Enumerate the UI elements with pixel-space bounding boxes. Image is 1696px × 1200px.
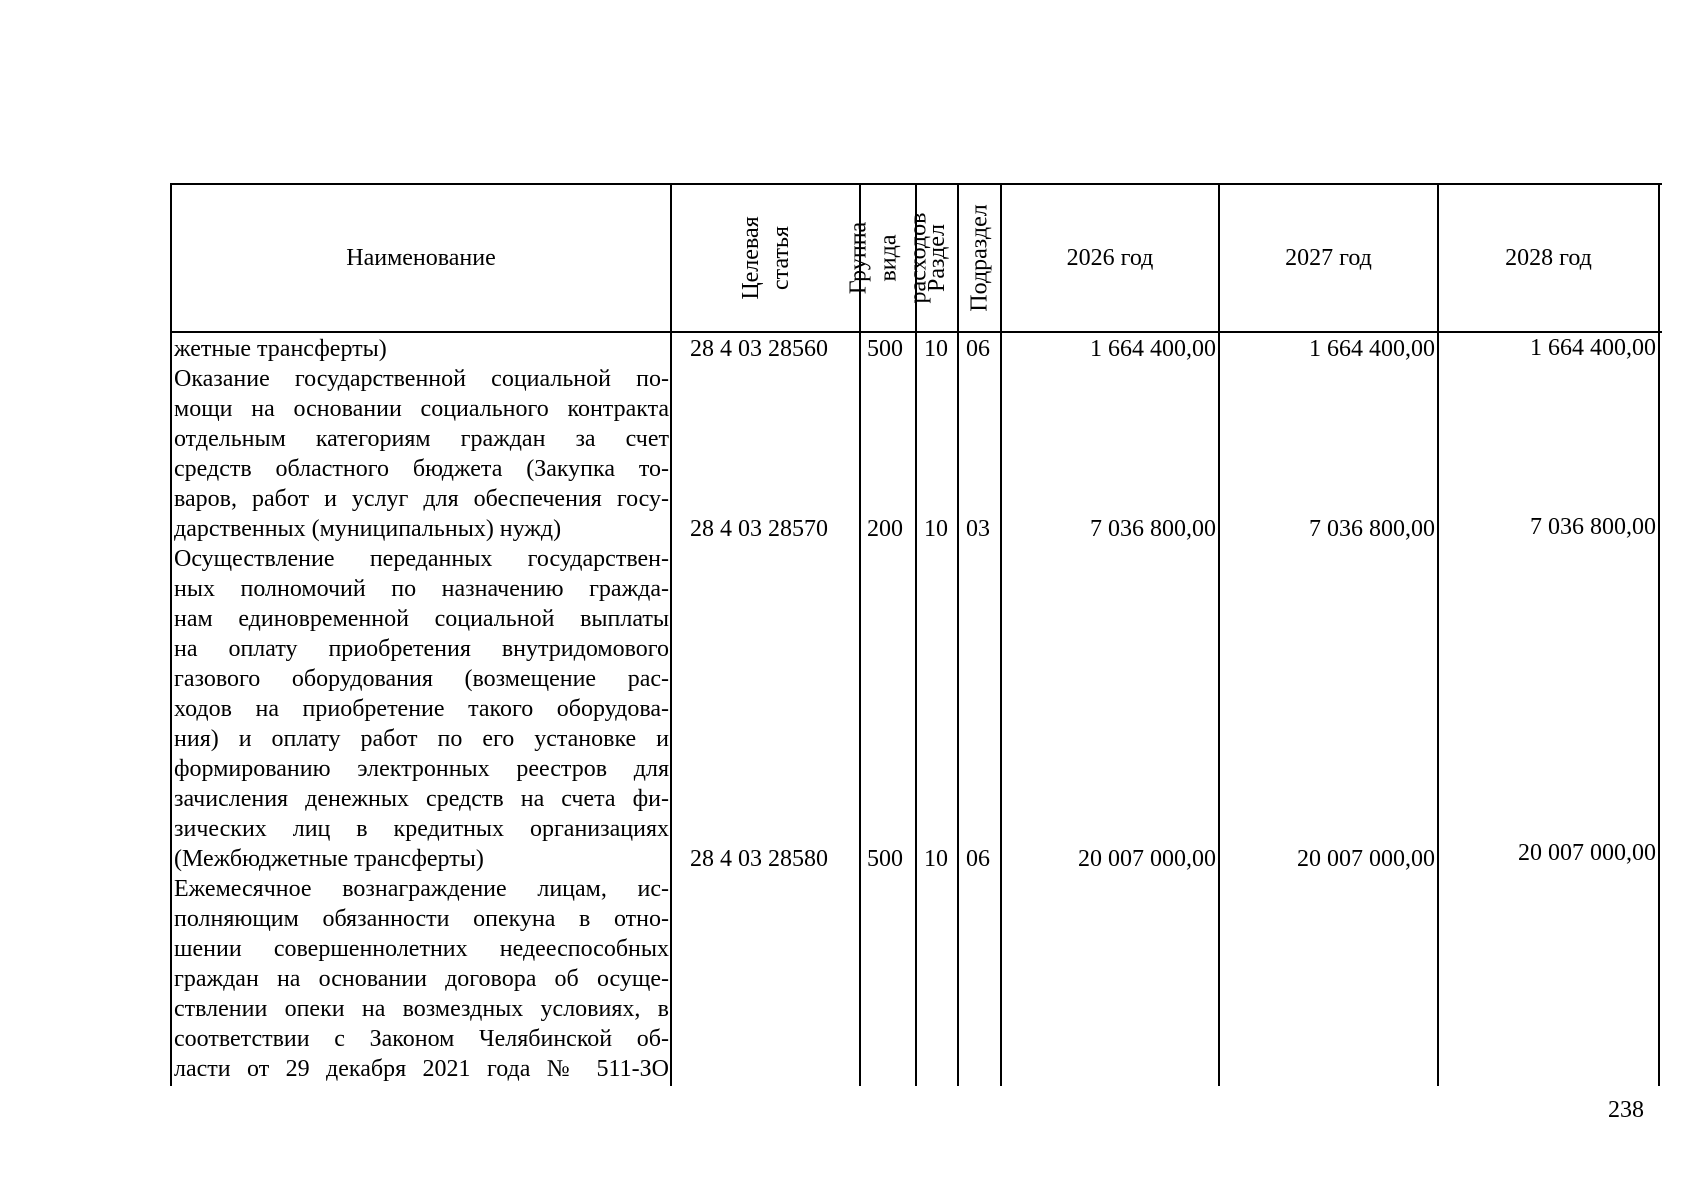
row-expense-group: 200 xyxy=(867,516,903,542)
header-section: Раздел xyxy=(924,224,951,292)
header-year-2028: 2028 год xyxy=(1505,245,1592,271)
row-value-2026: 7 036 800,00 xyxy=(1090,516,1216,542)
row-name-line: соответствии с Законом Челябинской об- xyxy=(174,1026,669,1052)
row-target-article: 28 4 03 28580 xyxy=(690,846,828,872)
row-name-line: на оплату приобретения внутридомового xyxy=(174,636,669,662)
row-section: 10 xyxy=(924,846,948,872)
row-name-line: граждан на основании договора об осуще- xyxy=(174,966,669,992)
row-name-line: жетные трансферты) xyxy=(174,336,387,362)
row-name-line: ствлении опеки на возмездных условиях, в xyxy=(174,996,669,1022)
row-value-2027: 1 664 400,00 xyxy=(1309,336,1435,362)
row-section: 10 xyxy=(924,336,948,362)
row-name-line: нам единовременной социальной выплаты xyxy=(174,606,669,632)
row-value-2028: 20 007 000,00 xyxy=(1518,840,1656,866)
row-name-line: (Межбюджетные трансферты) xyxy=(174,846,484,872)
row-name-line: Оказание государственной социальной по- xyxy=(174,366,669,392)
row-target-article: 28 4 03 28560 xyxy=(690,336,828,362)
row-expense-group: 500 xyxy=(867,846,903,872)
row-section: 10 xyxy=(924,516,948,542)
header-subsection: Подраздел xyxy=(966,204,993,312)
row-name-line: Ежемесячное вознаграждение лицам, ис- xyxy=(174,876,669,902)
row-name-line: шении совершеннолетних недееспособных xyxy=(174,936,669,962)
header-name: Наименование xyxy=(346,245,496,271)
row-name-line: зических лиц в кредитных организациях xyxy=(174,816,669,842)
row-name-line: отдельным категориям граждан за счет xyxy=(174,426,669,452)
header-year-2027: 2027 год xyxy=(1285,245,1372,271)
header-expense-group: Группа вида расходов xyxy=(845,212,932,304)
row-value-2026: 20 007 000,00 xyxy=(1078,846,1216,872)
row-name-line: мощи на основании социального контракта xyxy=(174,396,669,422)
row-expense-group: 500 xyxy=(867,336,903,362)
header-year-2026: 2026 год xyxy=(1066,245,1154,271)
row-subsection: 06 xyxy=(966,846,990,872)
row-name-line: полняющим обязанности опекуна в отно- xyxy=(174,906,669,932)
row-value-2026: 1 664 400,00 xyxy=(1090,336,1216,362)
row-name-line: ласти от 29 декабря 2021 года № 511-ЗО xyxy=(174,1056,669,1082)
row-name-line: Осуществление переданных государствен- xyxy=(174,546,669,572)
row-name-line: дарственных (муниципальных) нужд) xyxy=(174,516,562,542)
row-subsection: 03 xyxy=(966,516,990,542)
row-subsection: 06 xyxy=(966,336,990,362)
row-name-line: варов, работ и услуг для обеспечения госу- xyxy=(174,486,669,512)
row-name-line: газового оборудования (возмещение рас- xyxy=(174,666,669,692)
row-value-2028: 7 036 800,00 xyxy=(1530,514,1656,540)
row-value-2027: 7 036 800,00 xyxy=(1309,516,1435,542)
row-value-2028: 1 664 400,00 xyxy=(1530,335,1656,361)
row-name-line: средств областного бюджета (Закупка то- xyxy=(174,456,669,482)
column-divider xyxy=(1658,183,1660,1086)
row-name-line: ходов на приобретение такого оборудова- xyxy=(174,696,669,722)
row-name-line: зачисления денежных средств на счета фи- xyxy=(174,786,669,812)
row-name-line: формированию электронных реестров для xyxy=(174,756,669,782)
page-number: 238 xyxy=(1608,1097,1644,1123)
row-name-line: ния) и оплату работ по его установке и xyxy=(174,726,669,752)
header-target-article: Целевая статья xyxy=(737,216,794,300)
row-name-line: ных полномочий по назначению гражда- xyxy=(174,576,669,602)
row-value-2027: 20 007 000,00 xyxy=(1297,846,1435,872)
row-target-article: 28 4 03 28570 xyxy=(690,516,828,542)
